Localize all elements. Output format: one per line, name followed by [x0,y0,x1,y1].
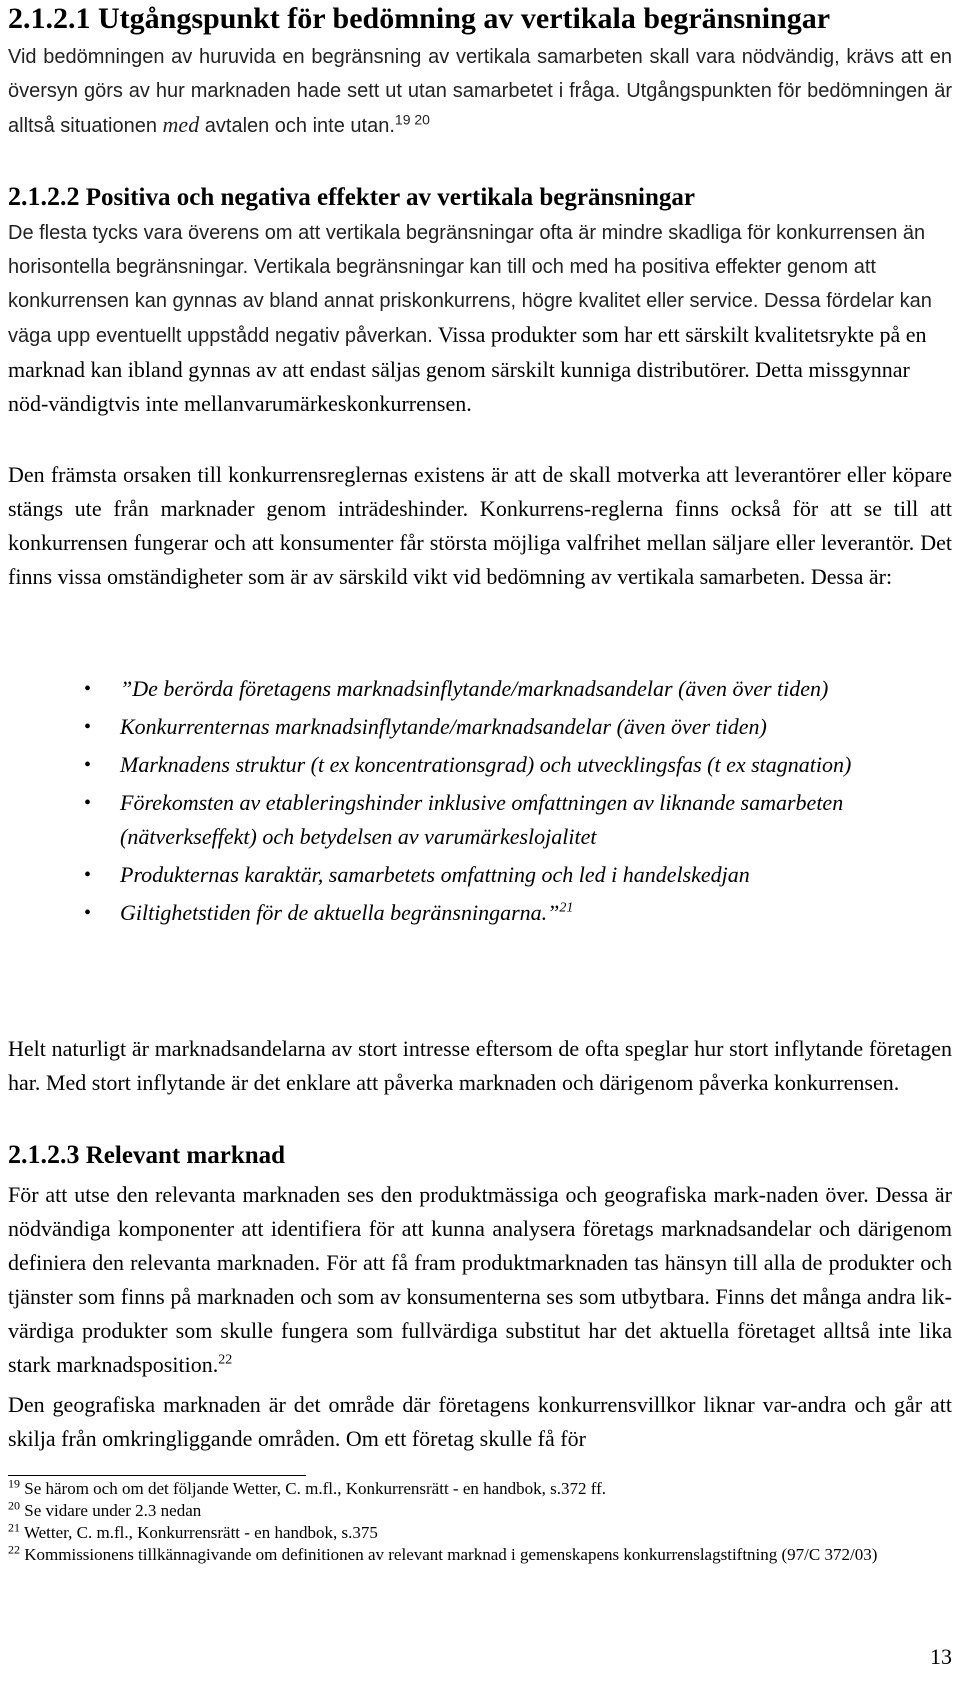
footnotes [8,1478,908,1566]
paragraph-text: Helt naturligt är marknadsandelarna av stort intresse eftersom de ofta speglar hur stort inflytande företagen har. Med stort inflytande är det enklare att påverka marknaden och därigenom påverka konkurrensen. [8,1036,952,1095]
heading-text: Positiva och negativa effekter av vertikala begränsningar [85,184,695,211]
footnote-text: Wetter, C. m.fl., Konkurrensrätt - en handbok, s.375 [23,1523,378,1542]
bullet-icon: • [84,716,92,738]
footnote-number: 21 [8,1520,20,1535]
paragraph-text: avtalen och inte utan. [199,115,395,137]
section-heading-2-1-2-1: 2.1.2.1 Utgångspunkt för bedömning av vertikala begränsningar [8,2,831,35]
heading-text: Relevant marknad [85,1142,286,1169]
paragraph-text: För att utse den relevanta marknaden ses den produktmässiga och geografiska mark-naden över. Dessa är nödvändiga komponenter att identifiera för att kunna analysera företags marknadsandelar och därigenom definiera den relevanta marknaden. För att få fram produktmarknaden tas hänsyn till alla de produkter och tjänster som finns på marknaden och som av konsumenterna ses som utbytbara. Finns det många andra lik-värdiga produkter som skulle fungera som fullvärdiga substitut har det aktuella företaget alltså inte lika stark marknadsposition. [8,1182,952,1377]
list-item [8,748,952,782]
footnote-19 [8,1478,908,1500]
criteria-list [8,672,952,934]
footnote-21 [8,1522,908,1544]
section-heading-2-1-2-3 [8,1138,952,1173]
footnote-divider [8,1475,306,1476]
footnote-ref-22: 22 [218,1352,233,1368]
heading-number: 2.1.2.3 [8,1140,80,1169]
page-number: 13 [930,1644,952,1669]
paragraph-marknadsandelar [8,1032,952,1100]
list-item-text: Marknadens struktur (t ex koncentrationsgrad) och utvecklingsfas (t ex stagnation) [120,752,852,777]
list-item [8,672,952,706]
footnote-22 [8,1544,908,1566]
paragraph-effekter [8,216,952,421]
footnote-number: 22 [8,1542,20,1557]
footnote-number: 19 [8,1476,20,1491]
paragraph-text: Den främsta orsaken till konkurrensreglernas existens är att de skall motverka att leverantörer eller köpare stängs ute från marknader genom inträdeshinder. Konkurrens-reglerna finns också för att se till att konkurrensen fungerar och att konsumenter får största möjliga valfrihet mellan säljare eller leverantör. Det finns vissa omständigheter som är av särskild vikt vid bedömning av vertikala samarbeten. Dessa är: [8,462,952,589]
list-item-text: Förekomsten av etableringshinder inklusive omfattningen av liknande samarbeten (nätverkseffekt) och betydelsen av varumärkeslojalitet [120,790,844,849]
list-item-text: Produkternas karaktär, samarbetets omfattning och led i handelskedjan [120,862,750,887]
bullet-icon: • [84,678,92,700]
bullet-icon: • [84,902,92,924]
footnote-ref-21: 21 [559,900,574,916]
list-item [8,786,952,854]
emphasis-med: med [162,112,200,137]
paragraph-relevant-marknad [8,1178,952,1382]
footnote-ref-19-20: 19 20 [394,111,430,128]
paragraph-text: Vid bedömningen av huruvida en begränsning av vertikala samarbeten skall vara nödvändig, krävs att en översyn görs av hur marknaden hade sett ut utan samarbetet i fråga. Utgångspunkten för bedömningen är alltså situationen [8,46,952,137]
section-heading-2-1-2-2 [8,180,952,215]
footnote-text: Se vidare under 2.3 nedan [24,1501,202,1520]
bullet-icon: • [84,792,92,814]
paragraph-text-sans: De flesta tycks vara överens om att vertikala begränsningar ofta är mindre skadliga för konkurrensen än horisontella begränsningar. Vertikala begränsningar kan till och med ha positiva effekter genom att konkurrensen kan gynnas av bland annat priskonkurrens, högre kvalitet eller service. Dessa fördelar kan väga upp eventuellt uppstådd negativ påverkan. [8,222,932,347]
footnote-20 [8,1500,908,1522]
list-item-text: Giltighetstiden för de aktuella begränsningarna.” [120,900,560,925]
list-item [8,858,952,892]
footnote-text: Se härom och om det följande Wetter, C. m.fl., Konkurrensrätt - en handbok, s.372 ff. [24,1479,607,1498]
list-item-text: Konkurrenternas marknadsinflytande/marknadsandelar (även över tiden) [120,714,767,739]
paragraph-text: Den geografiska marknaden är det område där företagens konkurrensvillkor liknar var-andra och går att skilja från omkringliggande områden. Om ett företag skulle få för [8,1392,952,1451]
list-item [8,710,952,744]
heading-number: 2.1.2.2 [8,182,80,211]
paragraph-text-serif: Vissa produkter som har ett särskilt kvalitetsrykte på en marknad kan ibland gynnas av att endast säljas genom särskilt kunniga distributörer. Detta missgynnar nöd-vändigtvis inte mellanvarumärkeskonkurrensen. [8,322,927,416]
footnote-text: Kommissionens tillkännagivande om definitionen av relevant marknad i gemenskapens konkurrenslagstiftning (97/C 372/03) [24,1545,878,1564]
paragraph-utgangspunkt [8,40,952,143]
paragraph-konkurrensregler [8,458,952,594]
bullet-icon: • [84,754,92,776]
paragraph-geografisk-marknad [8,1388,952,1456]
list-item-text: ”De berörda företagens marknadsinflytande/marknadsandelar (även över tiden) [120,676,829,701]
footnote-number: 20 [8,1498,20,1513]
bullet-icon: • [84,864,92,886]
list-item [8,896,952,930]
